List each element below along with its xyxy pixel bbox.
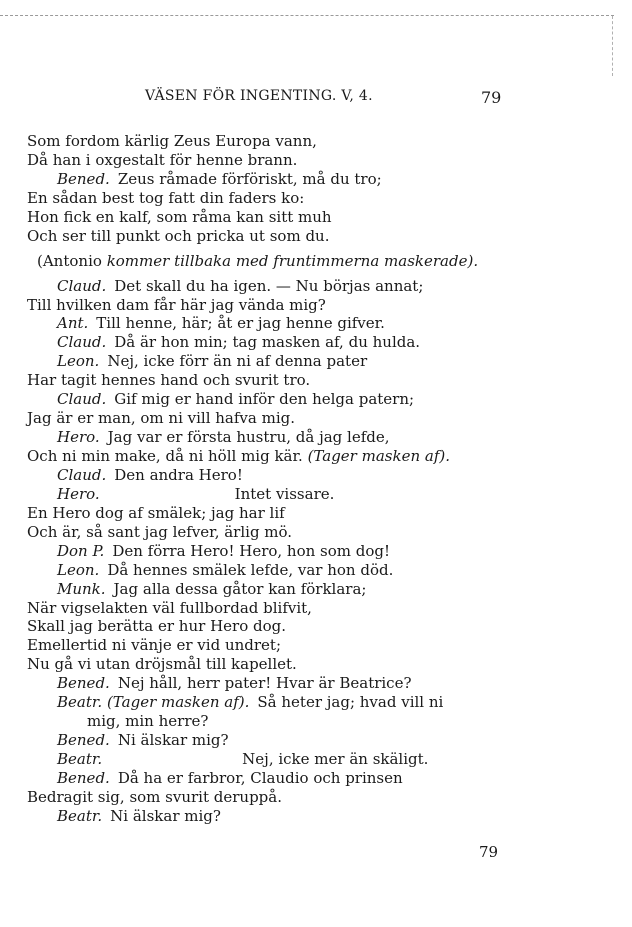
line-text: Då hennes smälek lefde, var hon död. [107, 560, 394, 579]
verse-line [27, 189, 617, 208]
verse-line [27, 352, 617, 371]
line-text: Nej, icke mer än skäligt. [242, 750, 429, 768]
line-text: Och ni min make, då ni höll mig kär. [27, 447, 303, 465]
speaker-name: Bened. [57, 674, 110, 693]
line-text: Då ha er farbror, Claudio och prinsen [117, 768, 403, 787]
line-text: Det skall du ha igen. — Nu börjas annat; [114, 276, 424, 295]
speaker-name: Leon. [57, 560, 100, 579]
stage-direction-open: (Antonio [37, 251, 102, 270]
verse-line [27, 296, 617, 315]
stage-direction: (Tager masken af). [307, 447, 450, 465]
line-text: Så heter jag; hvad vill ni [257, 693, 444, 712]
verse-line [27, 428, 617, 447]
line-text: Då han i oxgestalt för henne brann. [27, 150, 298, 169]
line-text: Hon fick en kalf, som råma kan sitt muh [27, 207, 332, 226]
line-text: När vigselakten väl fullbordad blifvit, [27, 598, 312, 617]
speaker-name: Claud. [57, 333, 107, 352]
line-text: Nu gå vi utan dröjsmål till kapellet. [27, 655, 297, 674]
stage-direction: kommer tillbaka med fruntimmerna maskerade). [106, 251, 479, 270]
line-text: Emellertid ni vänje er vid undret; [27, 636, 281, 655]
speaker-name: Bened. [57, 731, 110, 750]
verse-line [27, 693, 617, 712]
line-text: En sådan best tog fatt din faders ko: [27, 188, 305, 207]
line-text: Jag alla dessa gåtor kan förklara; [113, 579, 367, 598]
line-text: Gif mig er hand inför den helga patern; [114, 390, 415, 409]
speaker-name: Hero. [57, 428, 100, 447]
verse-line [27, 655, 617, 674]
line-text: Den andra Hero! [114, 465, 243, 484]
line-text: Till henne, här; åt er jag henne gifver. [96, 314, 385, 333]
line-text: Till hvilken dam får här jag vända mig? [27, 295, 326, 314]
page-header [0, 88, 632, 110]
verse-line [27, 788, 617, 807]
stage-direction-line [27, 252, 617, 271]
verse-line [27, 523, 617, 542]
line-text: Ni älskar mig? [110, 806, 221, 825]
line-text: Som fordom kärlig Zeus Europa vann, [27, 132, 317, 150]
line-text: Jag är er man, om ni vill hafva mig. [27, 409, 296, 428]
verse-text [27, 132, 617, 826]
verse-line [27, 580, 617, 599]
line-text: Nej, icke förr än ni af denna pater [107, 352, 368, 371]
verse-line [27, 151, 617, 170]
line-text: Nej håll, herr pater! Hvar är Beatrice? [117, 674, 412, 693]
verse-line [27, 712, 617, 731]
speaker-name: Beatr. [57, 693, 103, 712]
speaker-name: Bened. [57, 768, 110, 787]
running-title: VÄSEN FÖR INGENTING. V, 4. [145, 88, 373, 104]
verse-line [27, 807, 617, 826]
speaker-name: Hero. [57, 484, 100, 503]
verse-line [27, 170, 617, 189]
line-text: Den förra Hero! Hero, hon som dog! [112, 541, 391, 560]
verse-line [27, 390, 617, 409]
verse-line [27, 371, 617, 390]
stage-direction: (Tager masken af). [106, 693, 250, 712]
verse-line [27, 769, 617, 788]
page-number-bottom: 79 [479, 843, 499, 861]
speaker-name: Beatr. [57, 806, 103, 825]
verse-line [27, 674, 617, 693]
line-text: Då är hon min; tag masken af, du hulda. [114, 333, 421, 352]
speaker-name: Beatr. [57, 750, 103, 768]
verse-line [27, 504, 617, 523]
verse-line [27, 731, 617, 750]
line-text: Och ser till punkt och pricka ut som du. [27, 226, 330, 245]
line-text: Och är, så sant jag lefver, ärlig mö. [27, 522, 293, 541]
verse-line [27, 208, 617, 227]
page-number-top: 79 [481, 88, 502, 107]
verse-line [27, 636, 617, 655]
line-text: Intet vissare. [234, 484, 335, 503]
top-rule [0, 15, 614, 16]
verse-line [27, 542, 617, 561]
verse-line [27, 750, 617, 769]
line-text: Har tagit hennes hand och svurit tro. [27, 371, 311, 390]
speaker-name: Claud. [57, 276, 107, 295]
verse-line [27, 599, 617, 618]
verse-line [27, 466, 617, 485]
verse-line [27, 447, 617, 466]
verse-line [27, 617, 617, 636]
verse-line [27, 485, 617, 504]
verse-line [27, 314, 617, 333]
verse-line [27, 132, 617, 151]
line-text: Ni älskar mig? [117, 731, 229, 750]
margin-rule [612, 16, 613, 76]
line-text: Zeus råmade förföriskt, må du tro; [117, 169, 382, 188]
speaker-name: Don P. [57, 541, 105, 560]
verse-line [27, 561, 617, 580]
speaker-name: Bened. [57, 169, 110, 188]
speaker-name: Leon. [57, 352, 100, 371]
speaker-name: Claud. [57, 465, 107, 484]
speaker-name: Claud. [57, 390, 107, 409]
line-text: Jag var er första hustru, då jag lefde, [107, 428, 390, 447]
line-text: En Hero dog af smälek; jag har lif [27, 503, 285, 522]
verse-line [27, 277, 617, 296]
line-text: Bedragit sig, som svurit deruppå. [27, 787, 282, 806]
verse-line [27, 333, 617, 352]
line-text: Skall jag berätta er hur Hero dog. [27, 617, 286, 636]
speaker-name: Ant. [57, 314, 89, 333]
verse-line [27, 409, 617, 428]
line-text: mig, min herre? [87, 712, 209, 731]
verse-line [27, 227, 617, 246]
speaker-name: Munk. [57, 579, 106, 598]
